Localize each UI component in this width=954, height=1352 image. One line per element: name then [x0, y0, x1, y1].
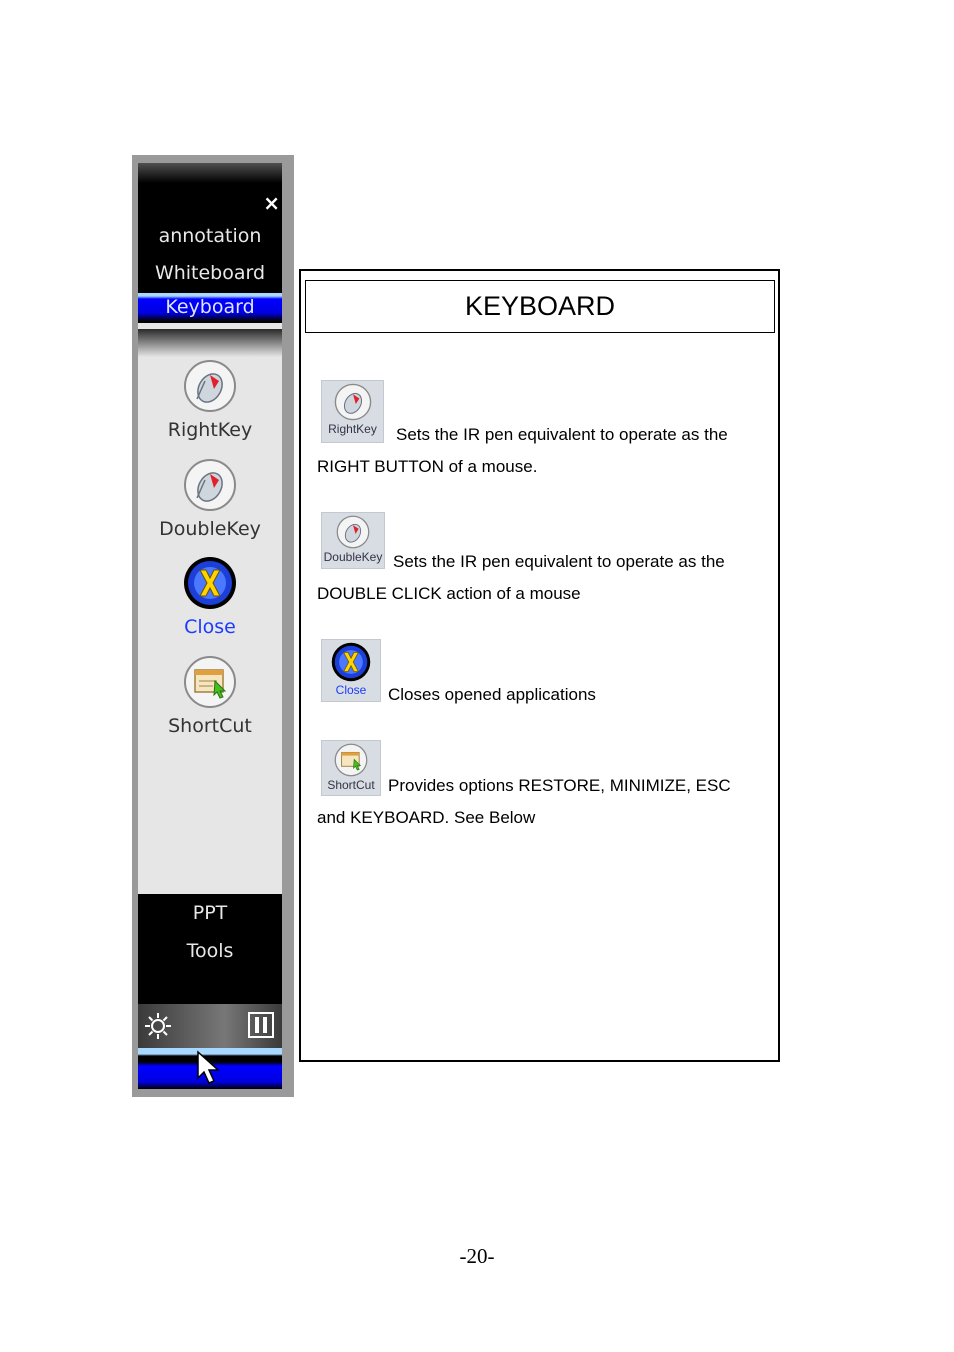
shortcut-caption: ShortCut [327, 778, 375, 792]
close-caption: Close [335, 683, 367, 697]
close-x-icon [331, 642, 371, 682]
menu-item-tools[interactable]: Tools [186, 940, 234, 962]
gear-icon[interactable] [142, 1010, 174, 1042]
toolbar-close-icon[interactable]: × [263, 191, 280, 215]
tool-shortcut-label: ShortCut [168, 715, 252, 737]
doublekey-description-line2: DOUBLE CLICK action of a mouse [317, 584, 581, 603]
tool-doublekey[interactable] [138, 458, 282, 540]
close-x-icon [183, 556, 237, 610]
tool-rightkey-label: RightKey [167, 419, 253, 441]
menu-item-annotation[interactable]: annotation [158, 225, 262, 247]
shortcut-description-line1: Provides options RESTORE, MINIMIZE, ESC [388, 776, 731, 795]
tool-shortcut[interactable] [138, 655, 282, 737]
doublekey-button-image [321, 512, 385, 569]
toolbar-body [138, 163, 282, 1089]
menu-item-keyboard-label: Keyboard [165, 296, 255, 318]
page-number: -20- [459, 1244, 495, 1268]
shortcut-button-image [321, 740, 381, 796]
shortcut-description-line2: and KEYBOARD. See Below [317, 808, 536, 827]
rightkey-description-line2: RIGHT BUTTON of a mouse. [317, 457, 538, 476]
menu-item-whiteboard[interactable]: Whiteboard [154, 262, 266, 284]
close-description: Closes opened applications [388, 685, 596, 704]
tool-rightkey[interactable] [138, 359, 282, 441]
menu-item-ppt[interactable]: PPT [192, 902, 228, 924]
mouse-double-icon [336, 515, 370, 549]
tool-close-label: Close [184, 616, 236, 638]
mouse-right-icon [183, 359, 237, 413]
floating-toolbar [132, 155, 294, 1097]
shortcut-window-icon [334, 743, 368, 777]
keyboard-info-panel [299, 269, 780, 1062]
panel-title: KEYBOARD [305, 280, 775, 333]
rightkey-description-line1: Sets the IR pen equivalent to operate as the [396, 425, 728, 444]
close-button-image [321, 639, 381, 702]
toolbar-bottom-menu [138, 894, 282, 1004]
rightkey-button-image [321, 380, 384, 443]
rightkey-caption: RightKey [328, 422, 377, 436]
menu-item-keyboard-selected[interactable] [138, 293, 282, 323]
toolbar-cursor-bar[interactable] [138, 1048, 282, 1089]
pause-icon[interactable] [248, 1012, 274, 1038]
shortcut-window-icon [183, 655, 237, 709]
toolbar-menu-area [138, 163, 282, 293]
doublekey-caption: DoubleKey [323, 550, 383, 564]
mouse-double-icon [183, 458, 237, 512]
mouse-right-icon [334, 383, 372, 421]
arrow-cursor-icon [138, 1048, 282, 1089]
doublekey-description-line1: Sets the IR pen equivalent to operate as the [393, 552, 725, 571]
tool-close[interactable] [138, 556, 282, 638]
tool-doublekey-label: DoubleKey [159, 518, 261, 540]
toolbar-status-bar [138, 1004, 282, 1048]
